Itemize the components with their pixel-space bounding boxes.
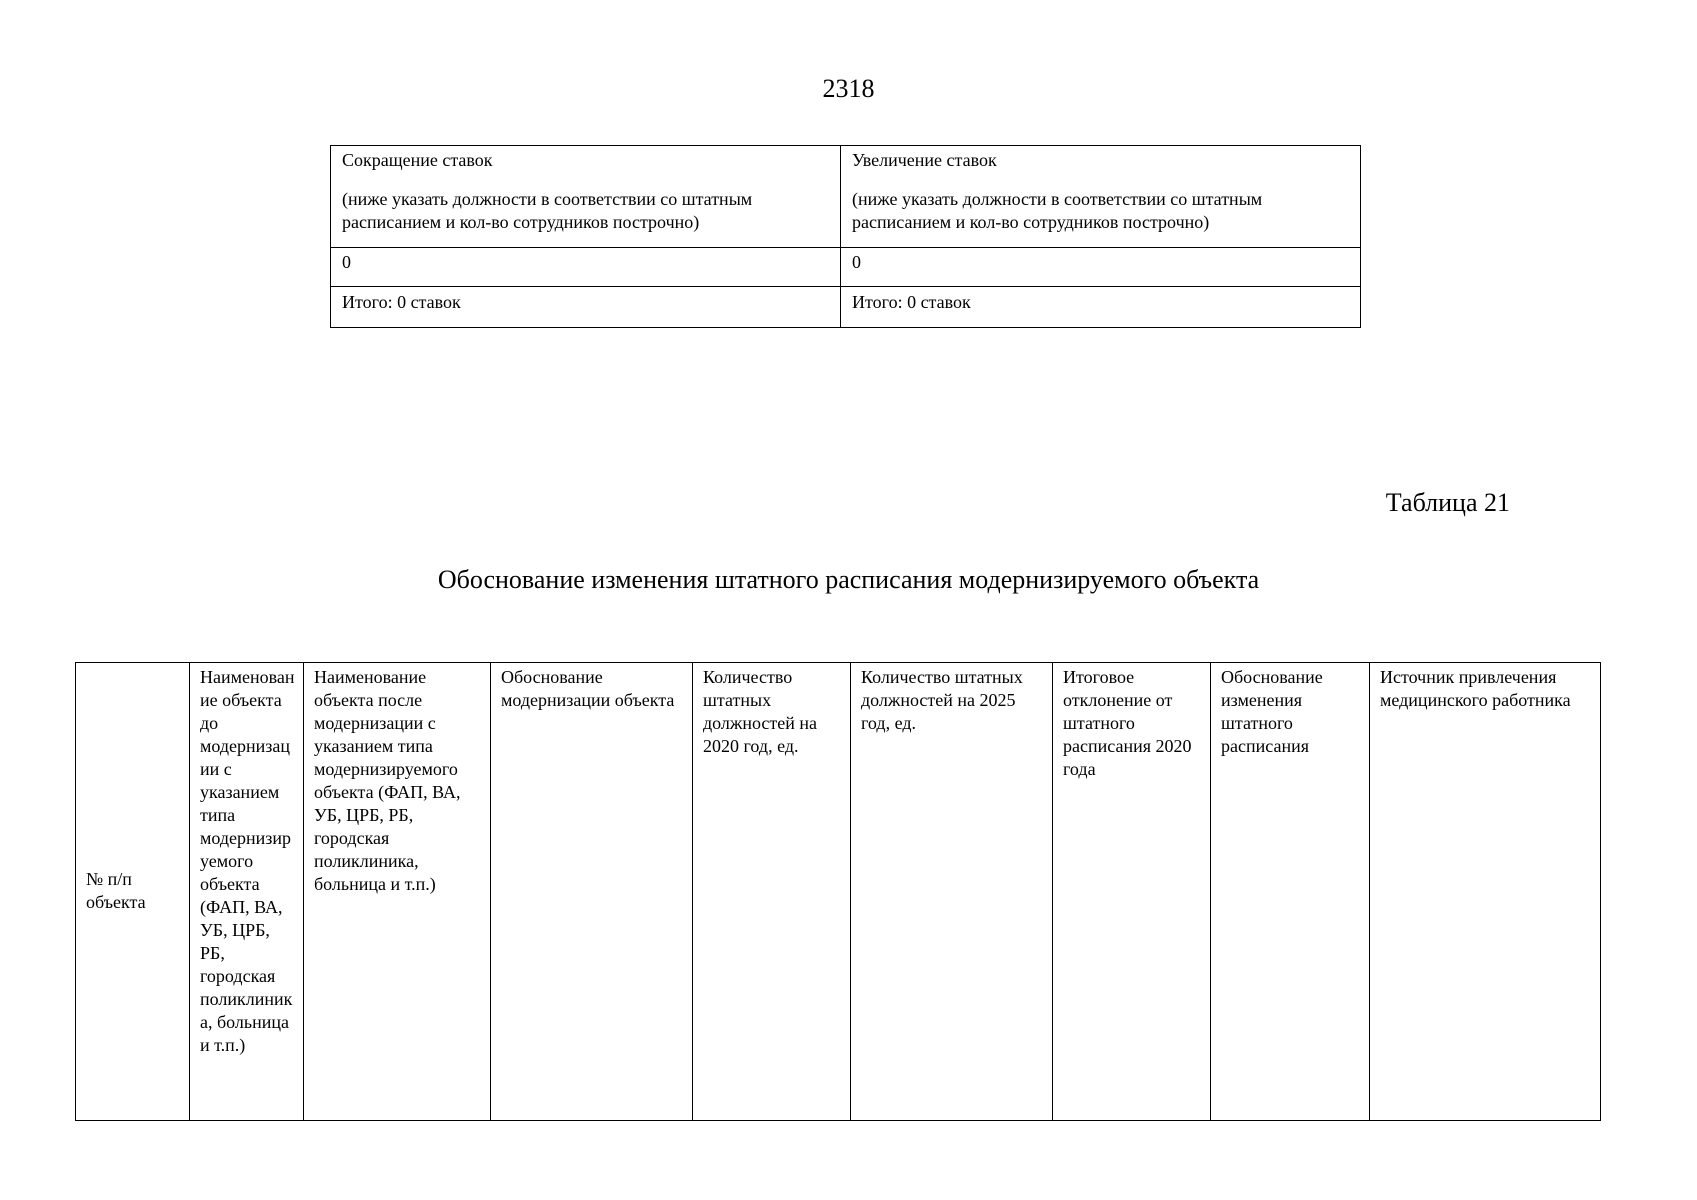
rate-increase-value: 0 (841, 248, 1361, 287)
header-staffing-change-justification: Обоснование изменения штатного расписания (1211, 663, 1370, 1121)
header-object-after: Наименование объекта после модернизации с указанием типа модернизируемого объекта (ФАП, ВА, УБ, ЦРБ, РБ, городская поликлиника, больница и т.п.) (304, 663, 491, 1121)
header-positions-2020: Количество штатных должностей на 2020 год, ед. (693, 663, 851, 1121)
table-row (76, 663, 1601, 1121)
table-row (331, 248, 1361, 287)
rate-increase-note: (ниже указать должности в соответствии со штатным расписанием и кол-во сотрудников построчно) (852, 189, 1263, 232)
header-object-before: Наименование объекта до модернизации с указанием типа модернизируемого объекта (ФАП, ВА, УБ, ЦРБ, РБ, городская поликлиника, больница и т.п.) (190, 663, 304, 1121)
rate-increase-header-cell (841, 146, 1361, 248)
rate-reduction-note: (ниже указать должности в соответствии со штатным расписанием и кол-во сотрудников построчно) (342, 189, 753, 232)
rate-reduction-heading: Сокращение ставок (342, 150, 493, 170)
table-row (331, 146, 1361, 248)
rate-increase-heading: Увеличение ставок (852, 150, 997, 170)
table-label: Таблица 21 (1385, 488, 1510, 517)
page-number: 2318 (822, 74, 875, 103)
header-total-deviation: Итоговое отклонение от штатного расписания 2020 года (1053, 663, 1211, 1121)
table-title: Обоснование изменения штатного расписания модернизируемого объекта (437, 565, 1260, 594)
rate-reduction-header-cell (331, 146, 841, 248)
staffing-justification-table (75, 662, 1601, 1121)
header-modernization-justification: Обоснование модернизации объекта (491, 663, 693, 1121)
header-positions-2025: Количество штатных должностей на 2025 год, ед. (851, 663, 1053, 1121)
rate-reduction-total: Итого: 0 ставок (331, 287, 841, 328)
table-row (331, 287, 1361, 328)
rate-increase-total: Итого: 0 ставок (841, 287, 1361, 328)
staff-rates-table (330, 145, 1361, 328)
header-worker-source: Источник привлечения медицинского работника (1370, 663, 1601, 1121)
rate-reduction-value: 0 (331, 248, 841, 287)
header-object-number: № п/п объекта (76, 663, 190, 1121)
